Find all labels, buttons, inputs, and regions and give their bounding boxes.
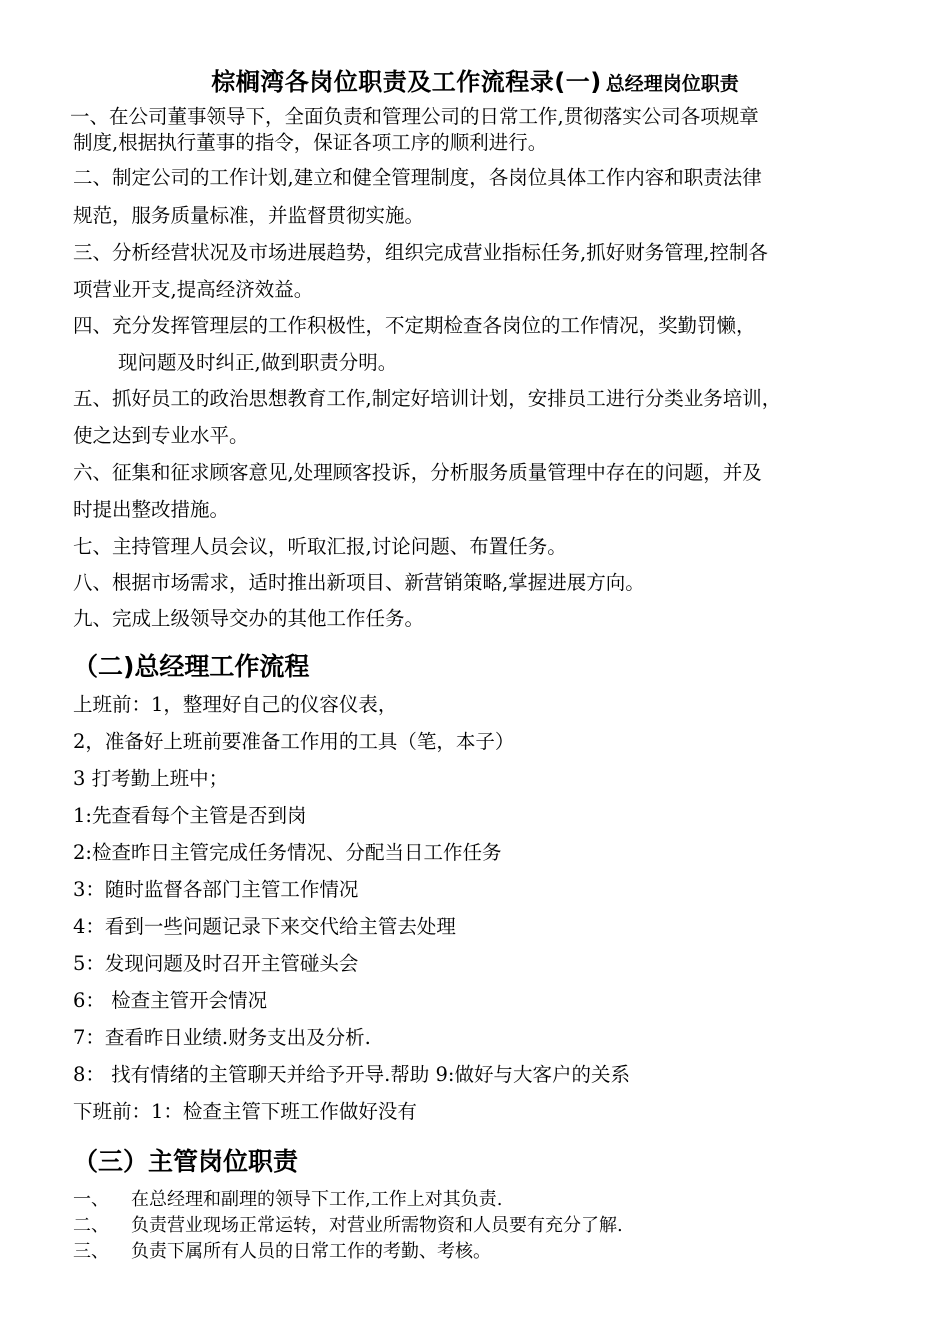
gm-duty-line: 七、主持管理人员会议，听取汇报,讨论问题、布置任务。 [73, 535, 567, 558]
gm-duty-line: 五、抓好员工的政治思想教育工作,制定好培训计划，安排员工进行分类业务培训， [73, 387, 782, 410]
gm-duty-line: 时提出整改措施。 [73, 498, 230, 521]
workflow-line: 4：看到一些问题记录下来交代给主管去处理 [73, 915, 456, 938]
gm-duty-line: 现问题及时纠正,做到职责分明。 [118, 351, 398, 374]
gm-duty-line: 九、完成上级领导交办的其他工作任务。 [73, 607, 425, 630]
workflow-line: 2，准备好上班前要准备工作用的工具（笔，本子） [73, 730, 515, 753]
supervisor-duty-text: 负责营业现场正常运转，对营业所需物资和人员要有充分了解. [131, 1215, 623, 1236]
supervisor-duty-item [73, 1239, 491, 1265]
supervisor-duty-number: 三、 [73, 1241, 109, 1262]
workflow-line: 2:检查昨日主管完成任务情况、分配当日工作任务 [73, 841, 502, 864]
document-title-main: 棕榈湾各岗位职责及工作流程录(一) [211, 68, 602, 96]
supervisor-duty-number: 二、 [73, 1215, 109, 1236]
gm-duty-line: 使之达到专业水平。 [73, 424, 249, 447]
supervisor-duty-item [73, 1187, 502, 1213]
section-heading-gm-workflow: （二)总经理工作流程 [73, 652, 310, 681]
gm-duty-line: 四、充分发挥管理层的工作积极性，不定期检查各岗位的工作情况，奖勤罚懒， [73, 314, 756, 337]
workflow-line: 1:先查看每个主管是否到岗 [73, 804, 307, 827]
gm-duty-line: 一、在公司董事领导下，全面负责和管理公司的日常工作,贯彻落实公司各项规章 [70, 105, 759, 128]
section-heading-supervisor-duties: （三）主管岗位职责 [73, 1147, 299, 1176]
workflow-line: 6： 检查主管开会情况 [73, 989, 268, 1012]
gm-duty-line: 规范，服务质量标准，并监督贯彻实施。 [73, 204, 425, 227]
gm-duty-line: 三、分析经营状况及市场进展趋势，组织完成营业指标任务,抓好财务管理,控制各 [73, 241, 768, 264]
gm-duty-line: 六、征集和征求顾客意见,处理顾客投诉，分析服务质量管理中存在的问题，并及 [73, 461, 762, 484]
gm-duty-line: 项营业开支,提高经济效益。 [73, 278, 314, 301]
gm-duty-line: 二、制定公司的工作计划,建立和健全管理制度，各岗位具体工作内容和职责法律 [73, 166, 762, 189]
supervisor-duty-number: 一、 [73, 1189, 109, 1210]
gm-duty-line: 八、根据市场需求，适时推出新项目、新营销策略,掌握进展方向。 [73, 571, 645, 594]
document-title-sub: 总经理岗位职责 [605, 73, 739, 95]
workflow-line: 5：发现问题及时召开主管碰头会 [73, 952, 359, 975]
gm-duty-line: 制度,根据执行董事的指令，保证各项工序的顺利进行。 [73, 131, 548, 154]
supervisor-duty-text: 负责下属所有人员的日常工作的考勤、考核。 [131, 1241, 491, 1262]
workflow-line: 上班前：1，整理好自己的仪容仪表， [73, 693, 398, 716]
workflow-line: 7：查看昨日业绩.财务支出及分析. [73, 1026, 371, 1049]
workflow-line: 3：随时监督各部门主管工作情况 [73, 878, 359, 901]
workflow-line: 3 打考勤上班中； [73, 767, 229, 790]
supervisor-duty-item [73, 1213, 623, 1239]
supervisor-duty-text: 在总经理和副理的领导下工作,工作上对其负责. [131, 1189, 503, 1210]
workflow-line: 下班前：1：检查主管下班工作做好没有 [73, 1100, 417, 1123]
document-title [0, 62, 950, 97]
workflow-line: 8： 找有情绪的主管聊天并给予开导.帮助 9:做好与大客户的关系 [73, 1063, 630, 1086]
